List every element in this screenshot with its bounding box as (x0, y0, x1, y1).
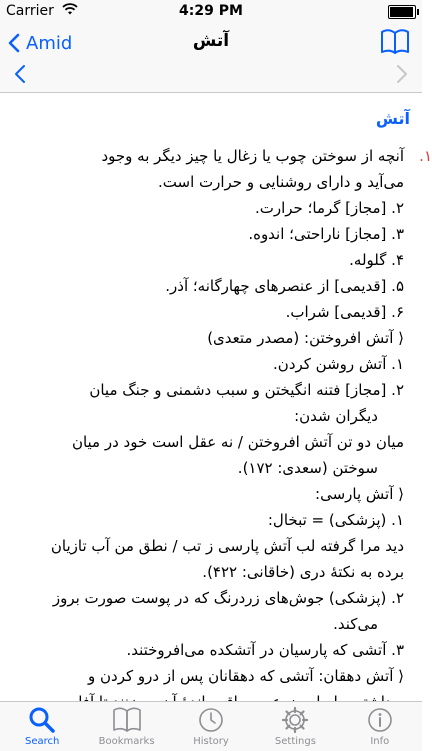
gear-icon (281, 706, 309, 734)
definition-line: می‌آید و دارای روشنایی و حرارت است. (158, 173, 404, 191)
definition-line: ⟨ آتش پارسی: (315, 485, 404, 503)
tab-history[interactable] (169, 702, 253, 751)
definition-line: ⟨ آتش دهقان: آتشی که دهقانان پس از درو کردن و (88, 667, 404, 685)
next-entry-button[interactable] (396, 64, 408, 88)
definition-line: ⟨ آتش افروختن: (مصدر متعدی) (207, 329, 404, 347)
tab-info[interactable] (338, 702, 422, 751)
definition-line: دیگران شدن: (294, 407, 378, 425)
definition-line: ۶. [قدیمی] شراب. (285, 303, 404, 321)
battery-icon (388, 5, 416, 19)
tab-search[interactable] (0, 702, 84, 751)
navigation-bar (0, 22, 422, 93)
definition-line: ۲. [مجاز] فتنه انگیختن و سبب دشمنی و جنگ میان (89, 381, 404, 399)
previous-entry-button[interactable] (14, 64, 26, 88)
definition-line: دید مرا گرفته لب آتش پارسی ز تب / نطق من آب تازیان (50, 537, 404, 555)
definition-line: میان دو تن آتش افروختن / نه عقل است خود در میان (71, 433, 404, 451)
carrier-label: Carrier (6, 3, 54, 19)
page-title: آتش (192, 31, 230, 51)
definition-line: ۴. گلوله. (349, 251, 404, 269)
clock-icon (197, 706, 225, 734)
definition-number: ۱. (419, 147, 432, 165)
definition-line: سوختن (سعدی: ۱۷۲). (237, 459, 378, 477)
definition-list (34, 143, 432, 715)
definition-line: ۳. [مجاز] ناراحتی؛ اندوه. (248, 225, 404, 243)
definition-line: ۳. آتشی که پارسیان در آتشکده می‌افروختند. (126, 641, 404, 659)
definition-line: آنچه از سوختن چوب یا زغال یا چیز دیگر به وجود (101, 147, 404, 165)
tab-label: Info (370, 736, 390, 747)
book-button[interactable] (380, 28, 410, 60)
status-bar (0, 0, 422, 22)
tab-label: Settings (274, 736, 316, 747)
entry-content[interactable] (0, 93, 432, 701)
book-icon (380, 28, 410, 56)
definition-line: ۲. (پزشکی) جوش‌های زردرنگ که در پوست صورت بروز (52, 589, 404, 607)
tab-label: History (193, 736, 229, 747)
tab-bookmarks[interactable] (84, 702, 168, 751)
tab-bar (0, 701, 422, 751)
definition-line: ۲. [مجاز] گرما؛ حرارت. (254, 199, 404, 217)
chevron-left-icon (14, 64, 26, 84)
tab-label: Search (25, 736, 60, 747)
entry-headword: آتش (375, 109, 410, 128)
book-icon (112, 706, 142, 734)
search-icon (28, 706, 56, 734)
back-button-label: Amid (26, 32, 73, 54)
tab-settings[interactable] (253, 702, 337, 751)
tab-label: Bookmarks (98, 736, 155, 747)
definition-line: برده به نکته‌ٔ دری (خاقانی: ۴۲۲). (202, 563, 404, 581)
info-icon (366, 706, 394, 734)
definition-line: ۱. (پزشکی) = تبخال: (267, 511, 404, 529)
status-time: 4:29 PM (179, 3, 243, 19)
chevron-right-icon (396, 64, 408, 84)
definition-line: ۵. [قدیمی] از عنصرهای چهارگانه؛ آذر. (165, 277, 404, 295)
definition-line: ۱. آتش روشن کردن. (273, 355, 404, 373)
definition-line: می‌کند. (333, 615, 378, 633)
